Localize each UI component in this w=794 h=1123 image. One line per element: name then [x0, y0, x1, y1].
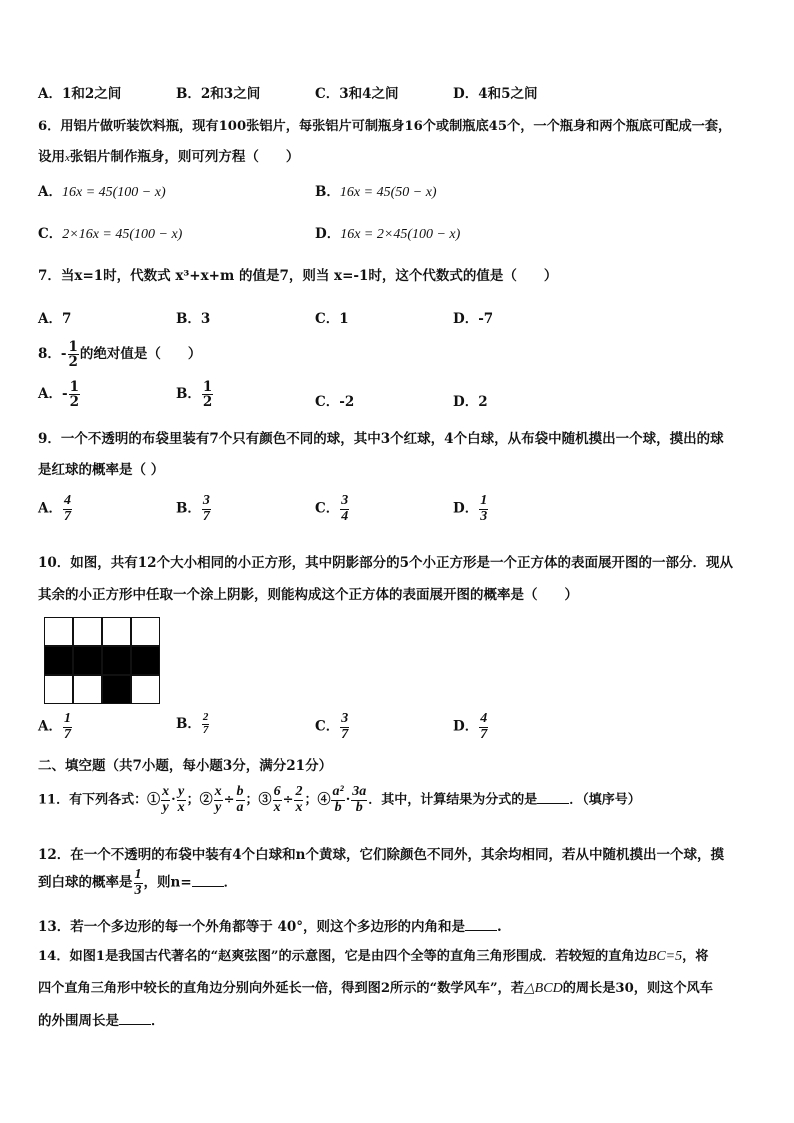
grid-cell-shaded — [102, 646, 131, 675]
q12-stem-line2: 到白球的概率是 $\frac{1}{3}$ ，则n= ． — [38, 867, 238, 898]
q9-stem-line1: 9．一个不透明的布袋里装有7个只有颜色不同的球，其中3个红球，4个白球，从布袋中随机摸出一个球，摸出的球 — [38, 431, 724, 447]
q5-option-c: C．3和4之间 — [315, 86, 399, 102]
q14-answer-blank[interactable] — [119, 1012, 151, 1025]
q5-option-b: B．2和3之间 — [176, 86, 261, 102]
q9-option-a: A． $\frac{4}{7}$ — [38, 493, 71, 524]
grid-cell-shaded — [44, 646, 73, 675]
grid-cell — [44, 675, 73, 704]
q5-option-a: A．1和2之间 — [38, 86, 122, 102]
q9-stem-line2: 是红球的概率是（ ） — [38, 462, 165, 478]
q5-option-d: D．4和5之间 — [453, 86, 538, 102]
q6-option-d: D．16x = 2×45(100 − x) — [315, 226, 461, 242]
grid-cell-shaded — [73, 646, 102, 675]
q10-option-b: B． $\frac{2}{7}$ — [176, 711, 209, 736]
q9-option-d: D． $\frac{1}{3}$ — [453, 493, 488, 524]
q6-stem-line2 — [38, 145, 299, 165]
q8-option-d: D．2 — [453, 394, 488, 410]
q9-option-b: B． $\frac{3}{7}$ — [176, 493, 210, 524]
grid-cell — [131, 675, 160, 704]
q6-variable: x — [65, 152, 70, 164]
q8-option-c: C．-2 — [315, 394, 355, 410]
cube-net-figure — [44, 617, 160, 704]
q8-option-a: A．- $\frac{1}{2}$ — [38, 379, 79, 411]
section-heading: 二、填空题（共7小题，每小题3分，满分21分） — [38, 758, 333, 774]
q9-option-c: C． $\frac{3}{4}$ — [315, 493, 349, 524]
q6-text-b: 张铝片制作瓶身，则可列方程（ ） — [69, 149, 300, 165]
q7-stem: 7．当x=1时，代数式 x³+x+m 的值是7，则当 x=-1时，这个代数式的值是（ ） — [38, 268, 558, 284]
grid-cell — [131, 617, 160, 646]
q7-option-b: B．3 — [176, 311, 211, 327]
q8-option-b: B． $\frac{1}{2}$ — [176, 379, 213, 411]
q7-option-d: D．-7 — [453, 311, 494, 327]
q13-answer-blank[interactable] — [465, 918, 497, 931]
q13-stem: 13．若一个多边形的每一个外角都等于 40°，则这个多边形的内角和是 . — [38, 919, 502, 935]
q14-stem-line2: 四个直角三角形中较长的直角边分别向外延长一倍，得到图2所示的“数学风车”，若△BCD的周长是30，则这个风车 — [38, 981, 713, 996]
q6-stem-line1: 6．用铝片做听装饮料瓶，现有100张铝片，每张铝片可制瓶身16个或制瓶底45个，一个瓶身和两个瓶底可配成一套， — [38, 119, 732, 134]
q10-option-c: C． $\frac{3}{7}$ — [315, 711, 349, 742]
q14-stem-line3: 的外围周长是 ． — [38, 1013, 165, 1029]
q12-answer-blank[interactable] — [192, 874, 224, 887]
q14-stem-line1: 14．如图1是我国古代著名的“赵爽弦图”的示意图，它是由四个全等的直角三角形围成．若较短的直角边BC=5，将 — [38, 949, 709, 964]
q10-option-a: A． $\frac{1}{7}$ — [38, 711, 71, 742]
q8-fraction: $\frac{1}{2}$ — [68, 339, 78, 371]
grid-cell — [73, 675, 102, 704]
grid-cell — [73, 617, 102, 646]
q8-stem: 8．- $\frac{1}{2}$ 的绝对值是（ ） — [38, 339, 202, 371]
q11-stem: 11．有下列各式：① $\frac{x}{y}$ · $\frac{y}{x}$ ；② $\frac{x}{y}$ ÷ $\frac{b}{a}$ ；③ $\frac{6}{x}$ ÷ $\frac{2}{x}$ ；④ $\frac{\text{a²}}{b}$ · $\frac{3a}{b}$ ．其中，计算结果为分式的是 ．（填序号） — [38, 784, 641, 815]
q7-option-a: A．7 — [38, 311, 72, 327]
q11-answer-blank[interactable] — [537, 791, 569, 804]
q10-option-d: D． $\frac{4}{7}$ — [453, 711, 488, 742]
q6-option-a: A．16x = 45(100 − x) — [38, 184, 166, 200]
grid-cell-shaded — [131, 646, 160, 675]
grid-cell — [44, 617, 73, 646]
grid-cell-shaded — [102, 675, 131, 704]
q7-option-c: C．1 — [315, 311, 349, 327]
q6-option-b: B．16x = 45(50 − x) — [315, 184, 437, 200]
grid-cell — [102, 617, 131, 646]
q12-stem-line1: 12．在一个不透明的布袋中装有4个白球和n个黄球，它们除颜色不同外，其余均相同，若从中随机摸出一个球，摸 — [38, 847, 724, 863]
q10-stem-line1: 10．如图，共有12个大小相同的小正方形，其中阴影部分的5个小正方形是一个正方体的表面展开图的一部分．现从 — [38, 555, 733, 571]
q6-text-a: 设用 — [38, 149, 65, 165]
q10-stem-line2: 其余的小正方形中任取一个涂上阴影，则能构成这个正方体的表面展开图的概率是（ ） — [38, 587, 578, 603]
q6-option-c: C．2×16x = 45(100 − x) — [38, 226, 183, 242]
